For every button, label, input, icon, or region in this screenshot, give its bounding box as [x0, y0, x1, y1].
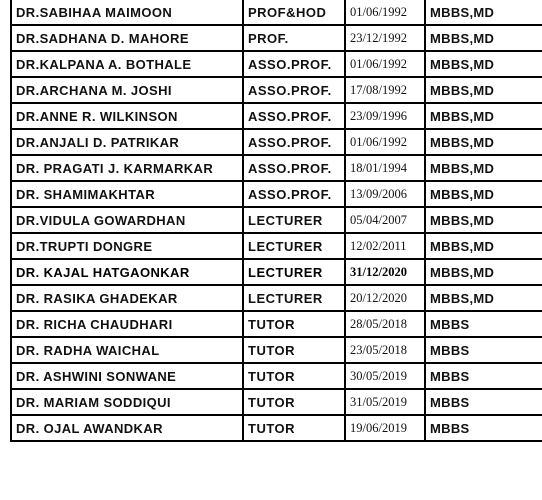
staff-qualification: MBBS [425, 389, 542, 415]
staff-qualification: MBBS,MD [425, 259, 542, 285]
staff-name: DR.ANNE R. WILKINSON [11, 103, 243, 129]
staff-name: DR.KALPANA A. BOTHALE [11, 51, 243, 77]
staff-designation: ASSO.PROF. [243, 129, 345, 155]
staff-name: DR. KAJAL HATGAONKAR [11, 259, 243, 285]
table-row [11, 51, 542, 77]
staff-qualification: MBBS,MD [425, 181, 542, 207]
staff-designation: ASSO.PROF. [243, 155, 345, 181]
table-row [11, 103, 542, 129]
staff-qualification: MBBS [425, 311, 542, 337]
staff-name: DR.ANJALI D. PATRIKAR [11, 129, 243, 155]
table-row [11, 389, 542, 415]
staff-date: 28/05/2018 [345, 311, 425, 337]
staff-name: DR.ARCHANA M. JOSHI [11, 77, 243, 103]
staff-designation: ASSO.PROF. [243, 103, 345, 129]
staff-designation: TUTOR [243, 337, 345, 363]
staff-name: DR. RICHA CHAUDHARI [11, 311, 243, 337]
table-row [11, 259, 542, 285]
staff-designation: TUTOR [243, 311, 345, 337]
staff-date: 17/08/1992 [345, 77, 425, 103]
table-row [11, 337, 542, 363]
staff-name: DR. OJAL AWANDKAR [11, 415, 243, 441]
staff-qualification: MBBS [425, 337, 542, 363]
table-row [11, 311, 542, 337]
staff-name: DR.SABIHAA MAIMOON [11, 0, 243, 25]
staff-name: DR.TRUPTI DONGRE [11, 233, 243, 259]
staff-name: DR. RADHA WAICHAL [11, 337, 243, 363]
staff-date: 05/04/2007 [345, 207, 425, 233]
table-row [11, 155, 542, 181]
staff-qualification: MBBS,MD [425, 77, 542, 103]
staff-qualification: MBBS [425, 415, 542, 441]
staff-designation: LECTURER [243, 285, 345, 311]
staff-date: 13/09/2006 [345, 181, 425, 207]
staff-name: DR. ASHWINI SONWANE [11, 363, 243, 389]
staff-date: 31/05/2019 [345, 389, 425, 415]
staff-qualification: MBBS [425, 363, 542, 389]
staff-qualification: MBBS,MD [425, 25, 542, 51]
staff-date: 01/06/1992 [345, 51, 425, 77]
faculty-table-body [11, 0, 542, 441]
staff-qualification: MBBS,MD [425, 285, 542, 311]
staff-name: DR.VIDULA GOWARDHAN [11, 207, 243, 233]
staff-name: DR. MARIAM SODDIQUI [11, 389, 243, 415]
staff-date: 23/05/2018 [345, 337, 425, 363]
staff-designation: TUTOR [243, 415, 345, 441]
table-row [11, 129, 542, 155]
table-row [11, 77, 542, 103]
table-row [11, 233, 542, 259]
staff-designation: LECTURER [243, 259, 345, 285]
staff-date: 12/02/2011 [345, 233, 425, 259]
staff-qualification: MBBS,MD [425, 0, 542, 25]
staff-name: DR. PRAGATI J. KARMARKAR [11, 155, 243, 181]
staff-qualification: MBBS,MD [425, 129, 542, 155]
table-row [11, 25, 542, 51]
staff-designation: ASSO.PROF. [243, 181, 345, 207]
staff-date: 01/06/1992 [345, 0, 425, 25]
staff-date: 01/06/1992 [345, 129, 425, 155]
table-row [11, 181, 542, 207]
table-row [11, 207, 542, 233]
staff-name: DR.SADHANA D. MAHORE [11, 25, 243, 51]
staff-qualification: MBBS,MD [425, 103, 542, 129]
staff-date: 23/12/1992 [345, 25, 425, 51]
staff-qualification: MBBS,MD [425, 51, 542, 77]
table-row [11, 415, 542, 441]
staff-designation: TUTOR [243, 389, 345, 415]
staff-name: DR. SHAMIMAKHTAR [11, 181, 243, 207]
staff-designation: PROF. [243, 25, 345, 51]
staff-qualification: MBBS,MD [425, 155, 542, 181]
staff-designation: LECTURER [243, 207, 345, 233]
table-row [11, 363, 542, 389]
table-row [11, 285, 542, 311]
staff-date: 23/09/1996 [345, 103, 425, 129]
staff-date: 18/01/1994 [345, 155, 425, 181]
staff-date: 31/12/2020 [345, 259, 425, 285]
staff-name: DR. RASIKA GHADEKAR [11, 285, 243, 311]
staff-date: 30/05/2019 [345, 363, 425, 389]
staff-designation: LECTURER [243, 233, 345, 259]
staff-qualification: MBBS,MD [425, 207, 542, 233]
faculty-table [10, 0, 542, 442]
staff-designation: ASSO.PROF. [243, 51, 345, 77]
staff-qualification: MBBS,MD [425, 233, 542, 259]
staff-designation: TUTOR [243, 363, 345, 389]
staff-date: 19/06/2019 [345, 415, 425, 441]
staff-designation: ASSO.PROF. [243, 77, 345, 103]
staff-designation: PROF&HOD [243, 0, 345, 25]
staff-date: 20/12/2020 [345, 285, 425, 311]
table-row [11, 0, 542, 25]
